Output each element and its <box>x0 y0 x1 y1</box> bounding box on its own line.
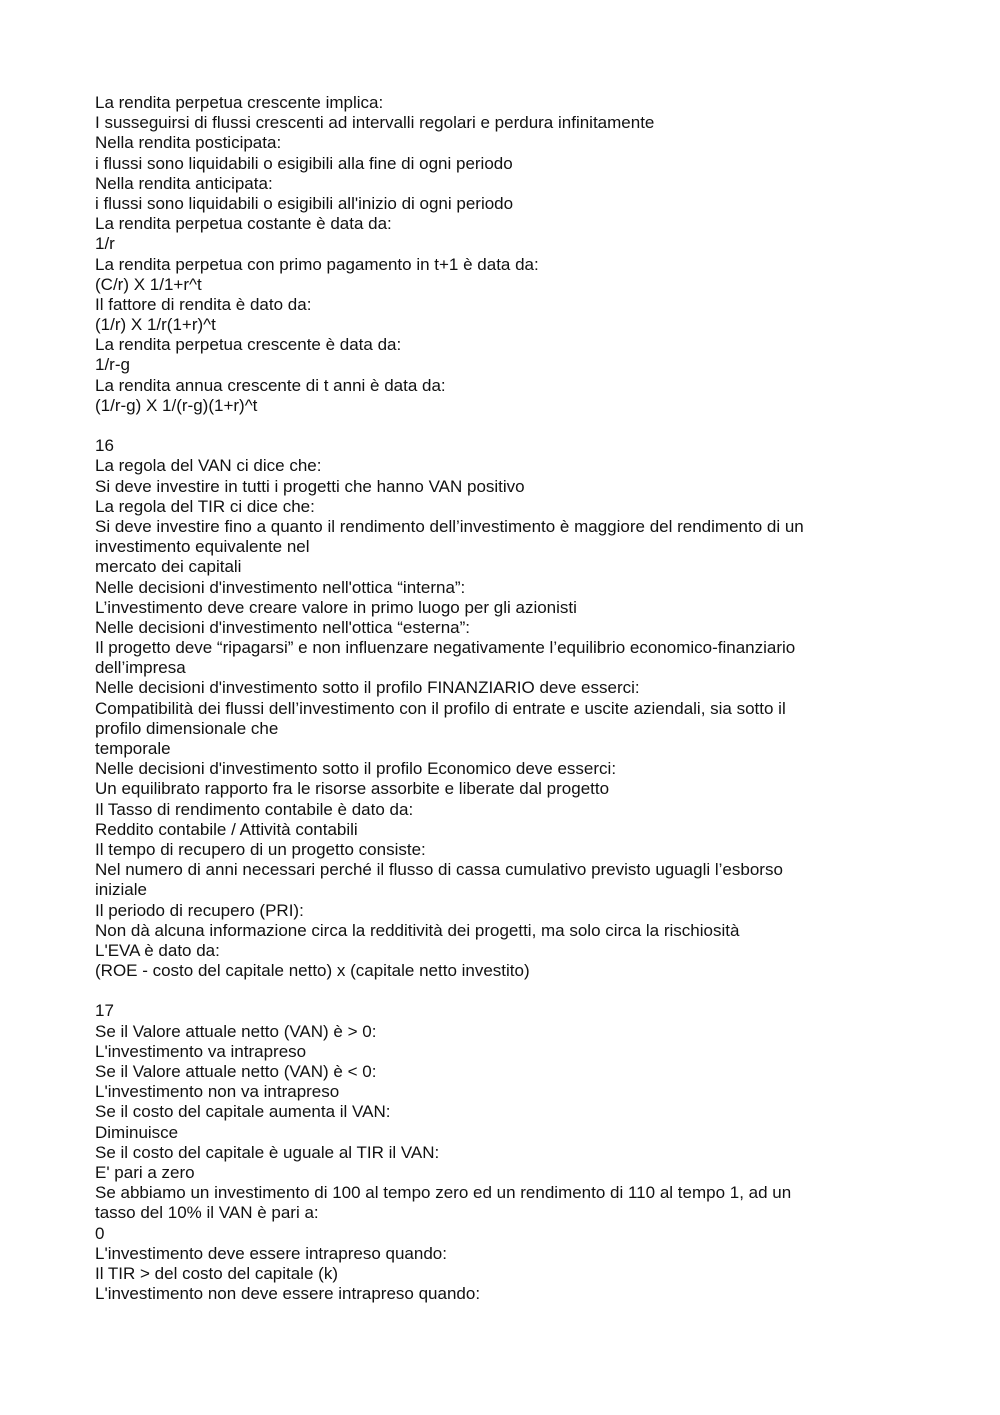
text-line: L'investimento non va intrapreso <box>95 1082 340 1102</box>
text-line: L’investimento deve creare valore in primo luogo per gli azionisti <box>95 597 577 617</box>
text-line: Il progetto deve “ripagarsi” e non influenzare negativamente l’equilibrio economico-finanziario <box>95 638 796 658</box>
text-line: 1/r <box>95 234 115 254</box>
text-line: Reddito contabile / Attività contabili <box>95 819 358 839</box>
text-line: (ROE - costo del capitale netto) x (capitale netto investito) <box>95 961 530 981</box>
text-line: La regola del VAN ci dice che: <box>95 456 322 476</box>
text-line: dell’impresa <box>95 658 186 678</box>
text-line: Si deve investire in tutti i progetti che hanno VAN positivo <box>95 476 525 496</box>
text-line: La rendita annua crescente di t anni è data da: <box>95 375 446 395</box>
text-line: (C/r) X 1/1+r^t <box>95 274 202 294</box>
text-line: La rendita perpetua crescente implica: <box>95 93 384 112</box>
text-line: Nelle decisioni d'investimento nell'ottica “esterna”: <box>95 617 471 637</box>
text-line: Nelle decisioni d'investimento sotto il profilo Economico deve esserci: <box>95 759 617 779</box>
document-body <box>95 93 895 1304</box>
text-line: Nella rendita anticipata: <box>95 173 273 193</box>
text-line: Un equilibrato rapporto fra le risorse assorbite e liberate dal progetto <box>95 779 610 799</box>
text-line: L'EVA è dato da: <box>95 940 220 960</box>
text-line: La rendita perpetua con primo pagamento in t+1 è data da: <box>95 254 539 274</box>
text-line: La rendita perpetua costante è data da: <box>95 214 392 234</box>
text-line: L'investimento va intrapreso <box>95 1041 307 1061</box>
text-line: investimento equivalente nel <box>95 537 310 557</box>
text-line: Se il Valore attuale netto (VAN) è > 0: <box>95 1021 377 1041</box>
text-line: I susseguirsi di flussi crescenti ad intervalli regolari e perdura infinitamente <box>95 113 655 133</box>
section-number: 16 <box>95 436 114 456</box>
text-line: Se abbiamo un investimento di 100 al tempo zero ed un rendimento di 110 al tempo 1, ad un <box>95 1183 792 1203</box>
text-line: Non dà alcuna informazione circa la redditività dei progetti, ma solo circa la rischiosità <box>95 920 740 940</box>
text-line: La regola del TIR ci dice che: <box>95 496 315 516</box>
text-line: L'investimento non deve essere intrapreso quando: <box>95 1284 481 1304</box>
text-line: profilo dimensionale che <box>95 718 279 738</box>
text-line: E' pari a zero <box>95 1162 195 1182</box>
text-line: temporale <box>95 739 171 758</box>
text-line: Se il costo del capitale aumenta il VAN: <box>95 1102 391 1122</box>
section-number: 17 <box>95 1001 114 1021</box>
blank-line <box>95 981 895 1001</box>
text-line: Il fattore di rendita è dato da: <box>95 294 312 314</box>
text-line: mercato dei capitali <box>95 557 242 577</box>
text-line: i flussi sono liquidabili o esigibili all'inizio di ogni periodo <box>95 193 514 213</box>
text-line: (1/r-g) X 1/(r-g)(1+r)^t <box>95 395 258 415</box>
text-line: tasso del 10% il VAN è pari a: <box>95 1203 319 1223</box>
text-line: Nel numero di anni necessari perché il flusso di cassa cumulativo previsto uguagli l’esborso <box>95 860 783 880</box>
text-line: iniziale <box>95 880 147 900</box>
text-line: Se il Valore attuale netto (VAN) è < 0: <box>95 1062 377 1081</box>
text-line: Nelle decisioni d'investimento nell'ottica “interna”: <box>95 577 466 597</box>
text-line: Il Tasso di rendimento contabile è dato da: <box>95 799 414 819</box>
text-line: L'investimento deve essere intrapreso quando: <box>95 1243 447 1263</box>
section-16 <box>95 436 895 981</box>
text-line: Il periodo di recupero (PRI): <box>95 900 304 920</box>
text-line: (1/r) X 1/r(1+r)^t <box>95 315 216 335</box>
text-line: 1/r-g <box>95 355 130 375</box>
section-17 <box>95 1001 895 1304</box>
text-line: Compatibilità dei flussi dell’investimento con il profilo di entrate e uscite aziendali, sia sotto il <box>95 698 786 718</box>
text-line: La rendita perpetua crescente è data da: <box>95 335 402 355</box>
text-line: Se il costo del capitale è uguale al TIR il VAN: <box>95 1142 440 1162</box>
text-line: Diminuisce <box>95 1122 179 1142</box>
text-line: 0 <box>95 1223 105 1243</box>
text-line: Il TIR > del costo del capitale (k) <box>95 1263 338 1283</box>
text-line: Il tempo di recupero di un progetto consiste: <box>95 839 426 859</box>
section-rendite <box>95 93 895 416</box>
text-line: Nelle decisioni d'investimento sotto il profilo FINANZIARIO deve esserci: <box>95 678 640 698</box>
text-line: i flussi sono liquidabili o esigibili alla fine di ogni periodo <box>95 153 513 173</box>
blank-line <box>95 416 895 436</box>
text-line: Si deve investire fino a quanto il rendimento dell’investimento è maggiore del rendimento di un <box>95 516 804 536</box>
text-line: Nella rendita posticipata: <box>95 133 282 153</box>
